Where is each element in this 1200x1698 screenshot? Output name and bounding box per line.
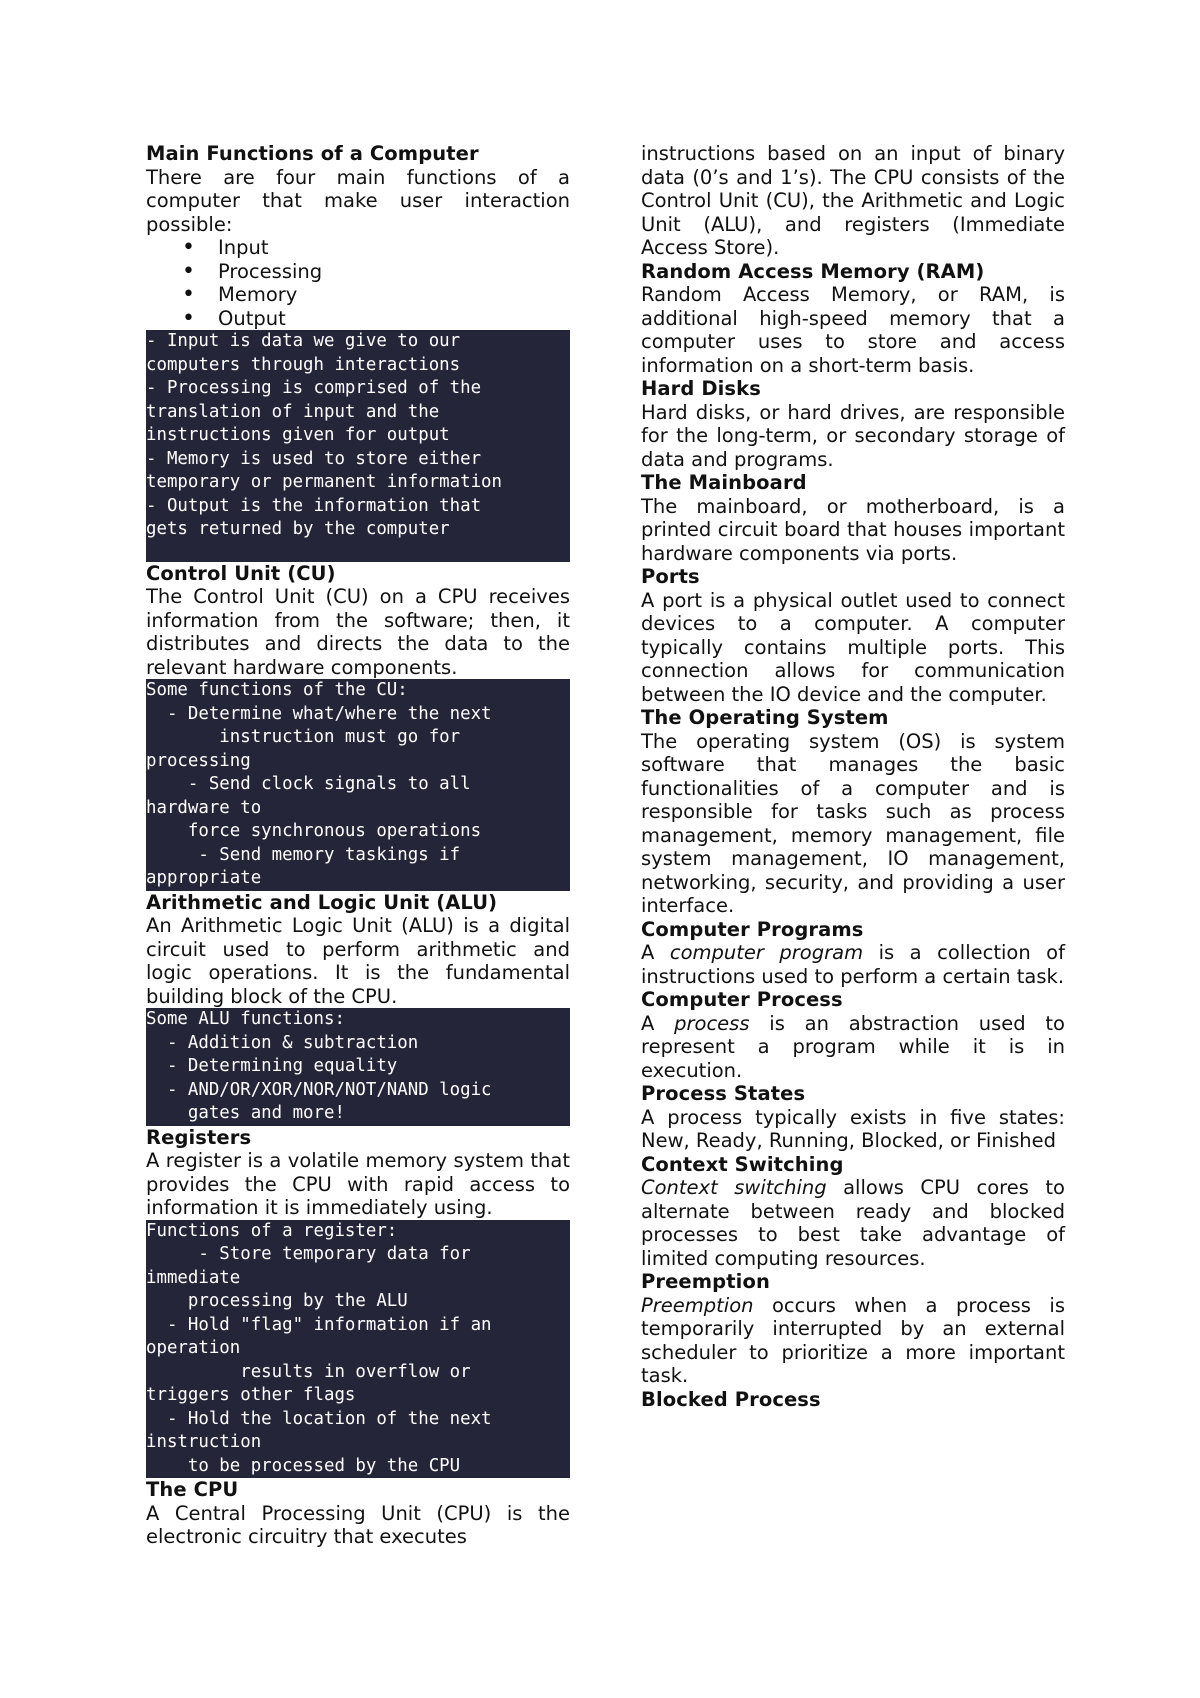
cpu-heading: The CPU	[146, 1478, 239, 1501]
term-emphasis: Context switching	[641, 1176, 827, 1199]
code-line: - Store temporary data for	[146, 1244, 471, 1264]
code-line: - AND/OR/XOR/NOR/NOT/NAND logic	[146, 1079, 492, 1100]
term-emphasis: process	[674, 1011, 750, 1035]
operating-system-text: The operating system (OS) is system software that manages the basic functionalities of a computer and is responsible for tasks such as process management, memory management, file system management, IO management, networking, security, and providing a user interface.	[641, 729, 1065, 917]
process-states-text: A process typically exists in five states: New, Ready, Running, Blocked, or Finished	[641, 1105, 1065, 1152]
registers-heading: Registers	[146, 1125, 252, 1149]
ram-text: Random Access Memory, or RAM, is additional high-speed memory that a computer uses to store and access information on a short-term basis.	[641, 283, 1065, 377]
code-line: temporary or permanent information	[146, 472, 502, 492]
code-line: force synchronous operations	[146, 821, 482, 841]
term-emphasis: Preemption	[641, 1293, 754, 1317]
ports-heading: Ports	[641, 565, 700, 588]
code-line: - Send memory taskings if	[146, 844, 461, 865]
context-switching-heading: Context Switching	[641, 1152, 844, 1176]
code-line: - Determining equality	[146, 1056, 398, 1076]
hard-disks-text: Hard disks, or hard drives, are responsible for the long-term, or secondary storage of data and programs.	[641, 400, 1065, 471]
computer-process-text	[641, 1012, 1065, 1083]
code-line: to be processed by the CPU	[146, 1455, 461, 1476]
code-line: Functions of a register:	[146, 1220, 398, 1241]
preemption-text	[641, 1294, 1065, 1388]
process-states-heading: Process States	[641, 1082, 806, 1105]
code-line: instruction must go for	[146, 727, 461, 747]
code-line: - Output is the information that	[146, 495, 482, 516]
mainboard-heading: The Mainboard	[641, 471, 807, 494]
code-line: instruction	[146, 1432, 262, 1452]
text-span: A	[641, 1011, 675, 1035]
alu-heading: Arithmetic and Logic Unit (ALU)	[146, 890, 498, 914]
cu-code-block	[146, 679, 570, 891]
text-span: occurs when a process is temporarily interrupted by an external scheduler to prioritize a more important task.	[641, 1293, 1065, 1387]
text-span: allows CPU cores to alternate between ready and blocked processes to best take advantage of limited computing resources.	[641, 1176, 1065, 1270]
alu-text: An Arithmetic Logic Unit (ALU) is a digital circuit used to perform arithmetic and logic operations. It is the fundamental building block of the CPU.	[146, 914, 570, 1008]
preemption-heading: Preemption	[641, 1270, 770, 1293]
ram-heading: Random Access Memory (RAM)	[641, 259, 985, 283]
hard-disks-heading: Hard Disks	[641, 377, 761, 400]
code-line: triggers other flags	[146, 1385, 356, 1405]
list-item: • Memory	[146, 283, 570, 307]
code-line: Some functions of the CU:	[146, 680, 408, 700]
cpu-text-continued: instructions based on an input of binary data (0’s and 1’s). The CPU consists of the Control Unit (CU), the Arithmetic and Logic Unit (ALU), and registers (Immediate Access Store).	[641, 142, 1065, 259]
registers-text: A register is a volatile memory system that provides the CPU with rapid access to information it is immediately using.	[146, 1149, 570, 1219]
control-unit-text: The Control Unit (CU) on a CPU receives information from the software; then, it distributes and directs the data to the relevant hardware components.	[146, 585, 570, 679]
control-unit-heading: Control Unit (CU)	[146, 561, 336, 585]
registers-code-block	[146, 1220, 570, 1479]
code-line: gates and more!	[146, 1103, 345, 1123]
functions-code-block	[146, 330, 570, 562]
right-column	[641, 142, 1065, 1411]
left-column	[146, 142, 570, 1549]
code-line: processing by the ALU	[146, 1291, 408, 1311]
computer-programs-heading: Computer Programs	[641, 917, 864, 941]
code-line: - Determine what/where the next	[146, 703, 492, 724]
code-line: - Addition & subtraction	[146, 1032, 419, 1053]
code-line: results in overflow or	[146, 1361, 471, 1382]
code-line: instructions given for output	[146, 425, 450, 445]
alu-code-block	[146, 1008, 570, 1126]
blocked-process-heading: Blocked Process	[641, 1387, 821, 1411]
text-span: is an abstraction used to represent a program while it is in execution.	[641, 1011, 1065, 1082]
computer-process-heading: Computer Process	[641, 988, 843, 1011]
code-line: gets returned by the computer	[146, 519, 450, 539]
code-line: immediate	[146, 1267, 241, 1288]
code-line: appropriate	[146, 868, 262, 888]
mainboard-text: The mainboard, or motherboard, is a printed circuit board that houses important hardware components via ports.	[641, 494, 1065, 565]
operating-system-heading: The Operating System	[641, 706, 889, 729]
code-line: - Hold the location of the next	[146, 1408, 492, 1429]
code-line: translation of input and the	[146, 401, 440, 422]
code-line: - Processing is comprised of the	[146, 378, 482, 398]
code-line: Some ALU functions:	[146, 1009, 345, 1029]
text-span: is a collection of instructions used to perform a certain task.	[641, 941, 1065, 988]
code-line: operation	[146, 1338, 241, 1358]
code-line: - Input is data we give to our	[146, 331, 461, 351]
list-item: • Output	[146, 307, 570, 331]
code-line: hardware to	[146, 797, 262, 818]
computer-programs-text	[641, 941, 1065, 988]
context-switching-text	[641, 1176, 1065, 1270]
code-line: - Memory is used to store either	[146, 448, 482, 469]
code-line: - Send clock signals to all	[146, 774, 471, 794]
list-item: • Processing	[146, 260, 570, 284]
ports-text: A port is a physical outlet used to connect devices to a computer. A computer typically contains multiple ports. This connection allows for communication between the IO device and the computer.	[641, 588, 1065, 706]
code-line: processing	[146, 750, 251, 771]
term-emphasis: computer program	[669, 941, 864, 964]
main-functions-heading: Main Functions of a Computer	[146, 142, 479, 165]
functions-list	[146, 236, 570, 330]
text-span: A	[641, 941, 670, 964]
cpu-text: A Central Processing Unit (CPU) is the electronic circuitry that executes	[146, 1501, 570, 1548]
code-line: - Hold "flag" information if an	[146, 1314, 492, 1335]
main-functions-intro: There are four main functions of a computer that make user interaction possible:	[146, 165, 570, 236]
code-line: computers through interactions	[146, 354, 461, 375]
list-item: • Input	[146, 236, 570, 260]
